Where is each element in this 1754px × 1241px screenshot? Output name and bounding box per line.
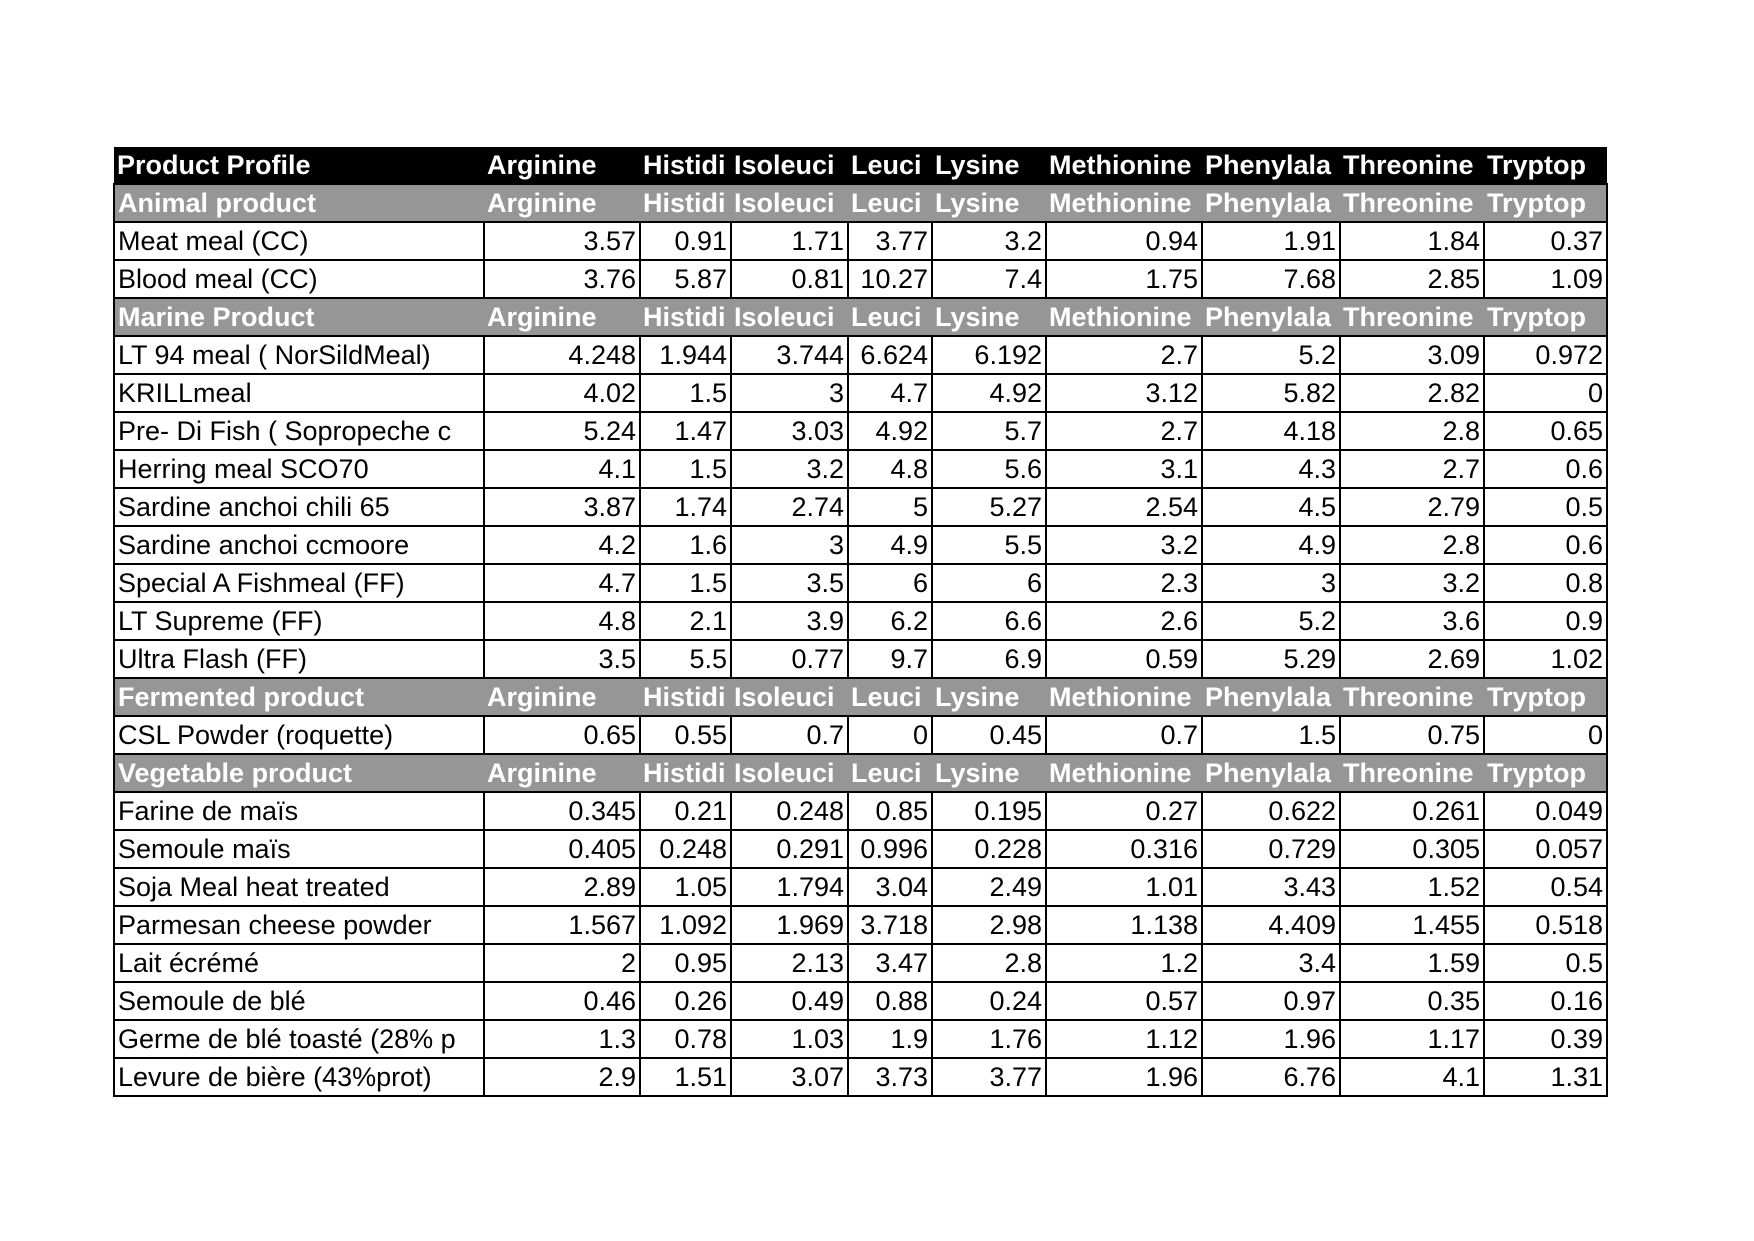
product-name-cell: KRILLmeal xyxy=(114,374,484,412)
value-cell: 3.04 xyxy=(848,868,932,906)
value-cell: 0.55 xyxy=(640,716,731,754)
section-title: Fermented product xyxy=(114,678,484,716)
section-column-label: Phenylala xyxy=(1202,184,1340,222)
value-cell: 0.65 xyxy=(484,716,640,754)
section-column-label: Histidi xyxy=(640,754,731,792)
value-cell: 2.7 xyxy=(1046,412,1202,450)
value-cell: 0 xyxy=(1484,716,1607,754)
value-cell: 0.59 xyxy=(1046,640,1202,678)
value-cell: 3.1 xyxy=(1046,450,1202,488)
value-cell: 2.69 xyxy=(1340,640,1484,678)
value-cell: 1.09 xyxy=(1484,260,1607,298)
value-cell: 0.57 xyxy=(1046,982,1202,1020)
value-cell: 1.5 xyxy=(640,450,731,488)
value-cell: 0.248 xyxy=(731,792,848,830)
section-column-label: Histidi xyxy=(640,298,731,336)
table-row xyxy=(114,564,1607,602)
value-cell: 0.21 xyxy=(640,792,731,830)
product-name-cell: Semoule maïs xyxy=(114,830,484,868)
value-cell: 1.05 xyxy=(640,868,731,906)
section-column-label: Methionine xyxy=(1046,298,1202,336)
column-header: Isoleuci xyxy=(731,147,848,184)
value-cell: 2.13 xyxy=(731,944,848,982)
value-cell: 0.88 xyxy=(848,982,932,1020)
value-cell: 0.77 xyxy=(731,640,848,678)
value-cell: 1.47 xyxy=(640,412,731,450)
section-column-label: Arginine xyxy=(484,184,640,222)
product-name-cell: Parmesan cheese powder xyxy=(114,906,484,944)
value-cell: 1.5 xyxy=(640,564,731,602)
value-cell: 2.89 xyxy=(484,868,640,906)
value-cell: 5.5 xyxy=(640,640,731,678)
column-header: Lysine xyxy=(932,147,1046,184)
product-name-cell: Ultra Flash (FF) xyxy=(114,640,484,678)
value-cell: 0.75 xyxy=(1340,716,1484,754)
value-cell: 0.5 xyxy=(1484,944,1607,982)
table-row xyxy=(114,336,1607,374)
section-column-label: Tryptop xyxy=(1484,184,1607,222)
value-cell: 0.057 xyxy=(1484,830,1607,868)
value-cell: 0.97 xyxy=(1202,982,1340,1020)
value-cell: 4.02 xyxy=(484,374,640,412)
product-name-cell: Sardine anchoi chili 65 xyxy=(114,488,484,526)
value-cell: 1.567 xyxy=(484,906,640,944)
value-cell: 1.03 xyxy=(731,1020,848,1058)
product-name-cell: Meat meal (CC) xyxy=(114,222,484,260)
value-cell: 5.87 xyxy=(640,260,731,298)
value-cell: 0.45 xyxy=(932,716,1046,754)
section-title: Animal product xyxy=(114,184,484,222)
value-cell: 0.972 xyxy=(1484,336,1607,374)
section-column-label: Lysine xyxy=(932,678,1046,716)
value-cell: 2.82 xyxy=(1340,374,1484,412)
value-cell: 6.6 xyxy=(932,602,1046,640)
section-column-label: Leuci xyxy=(848,298,932,336)
value-cell: 1.74 xyxy=(640,488,731,526)
section-column-label: Threonine xyxy=(1340,298,1484,336)
value-cell: 1.51 xyxy=(640,1058,731,1096)
value-cell: 1.5 xyxy=(1202,716,1340,754)
product-name-cell: LT Supreme (FF) xyxy=(114,602,484,640)
value-cell: 2.6 xyxy=(1046,602,1202,640)
value-cell: 0.291 xyxy=(731,830,848,868)
value-cell: 1.092 xyxy=(640,906,731,944)
section-column-label: Leuci xyxy=(848,754,932,792)
value-cell: 4.7 xyxy=(484,564,640,602)
value-cell: 1.12 xyxy=(1046,1020,1202,1058)
value-cell: 0.27 xyxy=(1046,792,1202,830)
value-cell: 3.47 xyxy=(848,944,932,982)
product-name-cell: Blood meal (CC) xyxy=(114,260,484,298)
section-column-label: Methionine xyxy=(1046,754,1202,792)
section-column-label: Lysine xyxy=(932,298,1046,336)
value-cell: 3.12 xyxy=(1046,374,1202,412)
section-column-label: Phenylala xyxy=(1202,754,1340,792)
value-cell: 4.8 xyxy=(484,602,640,640)
value-cell: 1.6 xyxy=(640,526,731,564)
value-cell: 0.37 xyxy=(1484,222,1607,260)
value-cell: 0.049 xyxy=(1484,792,1607,830)
table-row xyxy=(114,450,1607,488)
table-row xyxy=(114,640,1607,678)
value-cell: 4.7 xyxy=(848,374,932,412)
value-cell: 1.01 xyxy=(1046,868,1202,906)
value-cell: 3.5 xyxy=(731,564,848,602)
value-cell: 0.405 xyxy=(484,830,640,868)
value-cell: 2.74 xyxy=(731,488,848,526)
product-name-cell: Soja Meal heat treated xyxy=(114,868,484,906)
value-cell: 1.969 xyxy=(731,906,848,944)
value-cell: 2.54 xyxy=(1046,488,1202,526)
value-cell: 1.96 xyxy=(1046,1058,1202,1096)
value-cell: 3.2 xyxy=(932,222,1046,260)
value-cell: 9.7 xyxy=(848,640,932,678)
value-cell: 2.7 xyxy=(1046,336,1202,374)
value-cell: 0.518 xyxy=(1484,906,1607,944)
value-cell: 3.76 xyxy=(484,260,640,298)
value-cell: 3.03 xyxy=(731,412,848,450)
value-cell: 0.46 xyxy=(484,982,640,1020)
value-cell: 5.7 xyxy=(932,412,1046,450)
section-column-label: Tryptop xyxy=(1484,298,1607,336)
value-cell: 0.95 xyxy=(640,944,731,982)
table-row xyxy=(114,716,1607,754)
product-name-cell: Lait écrémé xyxy=(114,944,484,982)
value-cell: 4.18 xyxy=(1202,412,1340,450)
section-column-label: Phenylala xyxy=(1202,678,1340,716)
product-name-cell: Pre- Di Fish ( Sopropeche c xyxy=(114,412,484,450)
table-row xyxy=(114,412,1607,450)
value-cell: 3.2 xyxy=(1340,564,1484,602)
table-row xyxy=(114,868,1607,906)
value-cell: 4.9 xyxy=(848,526,932,564)
section-header-row xyxy=(114,754,1607,792)
section-column-label: Leuci xyxy=(848,184,932,222)
value-cell: 0 xyxy=(1484,374,1607,412)
value-cell: 4.409 xyxy=(1202,906,1340,944)
value-cell: 0.94 xyxy=(1046,222,1202,260)
value-cell: 5.5 xyxy=(932,526,1046,564)
value-cell: 0 xyxy=(848,716,932,754)
column-header: Phenylala xyxy=(1202,147,1340,184)
value-cell: 1.5 xyxy=(640,374,731,412)
table-row xyxy=(114,260,1607,298)
value-cell: 2.49 xyxy=(932,868,1046,906)
table-row xyxy=(114,526,1607,564)
value-cell: 0.24 xyxy=(932,982,1046,1020)
value-cell: 2.8 xyxy=(1340,412,1484,450)
value-cell: 10.27 xyxy=(848,260,932,298)
section-column-label: Tryptop xyxy=(1484,678,1607,716)
value-cell: 1.31 xyxy=(1484,1058,1607,1096)
value-cell: 0.9 xyxy=(1484,602,1607,640)
table-row xyxy=(114,602,1607,640)
value-cell: 0.996 xyxy=(848,830,932,868)
amino-acid-table xyxy=(113,147,1608,1097)
section-header-row xyxy=(114,298,1607,336)
value-cell: 0.261 xyxy=(1340,792,1484,830)
product-name-cell: Semoule de blé xyxy=(114,982,484,1020)
product-name-cell: Germe de blé toasté (28% p xyxy=(114,1020,484,1058)
value-cell: 7.68 xyxy=(1202,260,1340,298)
column-header: Threonine xyxy=(1340,147,1484,184)
value-cell: 2.1 xyxy=(640,602,731,640)
value-cell: 3.09 xyxy=(1340,336,1484,374)
value-cell: 2.8 xyxy=(1340,526,1484,564)
product-name-cell: LT 94 meal ( NorSildMeal) xyxy=(114,336,484,374)
table-row xyxy=(114,792,1607,830)
value-cell: 0.39 xyxy=(1484,1020,1607,1058)
value-cell: 6.624 xyxy=(848,336,932,374)
value-cell: 3.2 xyxy=(731,450,848,488)
section-column-label: Threonine xyxy=(1340,678,1484,716)
value-cell: 6.9 xyxy=(932,640,1046,678)
table-row xyxy=(114,1020,1607,1058)
value-cell: 7.4 xyxy=(932,260,1046,298)
value-cell: 3.718 xyxy=(848,906,932,944)
section-column-label: Threonine xyxy=(1340,184,1484,222)
value-cell: 2.8 xyxy=(932,944,1046,982)
section-column-label: Arginine xyxy=(484,298,640,336)
value-cell: 0.622 xyxy=(1202,792,1340,830)
section-title: Marine Product xyxy=(114,298,484,336)
value-cell: 0.35 xyxy=(1340,982,1484,1020)
value-cell: 0.195 xyxy=(932,792,1046,830)
section-column-label: Tryptop xyxy=(1484,754,1607,792)
value-cell: 1.944 xyxy=(640,336,731,374)
value-cell: 6.192 xyxy=(932,336,1046,374)
value-cell: 0.16 xyxy=(1484,982,1607,1020)
value-cell: 2.85 xyxy=(1340,260,1484,298)
section-column-label: Isoleuci xyxy=(731,298,848,336)
value-cell: 3.744 xyxy=(731,336,848,374)
value-cell: 0.91 xyxy=(640,222,731,260)
value-cell: 0.305 xyxy=(1340,830,1484,868)
value-cell: 1.455 xyxy=(1340,906,1484,944)
column-header: Histidi xyxy=(640,147,731,184)
product-name-cell: Farine de maïs xyxy=(114,792,484,830)
value-cell: 0.6 xyxy=(1484,526,1607,564)
section-header-row xyxy=(114,184,1607,222)
value-cell: 0.7 xyxy=(731,716,848,754)
value-cell: 0.6 xyxy=(1484,450,1607,488)
value-cell: 2.79 xyxy=(1340,488,1484,526)
value-cell: 1.3 xyxy=(484,1020,640,1058)
value-cell: 2.98 xyxy=(932,906,1046,944)
column-header: Tryptop xyxy=(1484,147,1607,184)
value-cell: 3.73 xyxy=(848,1058,932,1096)
section-column-label: Histidi xyxy=(640,678,731,716)
value-cell: 5.2 xyxy=(1202,602,1340,640)
value-cell: 0.49 xyxy=(731,982,848,1020)
value-cell: 0.26 xyxy=(640,982,731,1020)
table-row xyxy=(114,374,1607,412)
value-cell: 3.77 xyxy=(848,222,932,260)
value-cell: 6.76 xyxy=(1202,1058,1340,1096)
value-cell: 0.8 xyxy=(1484,564,1607,602)
table-row xyxy=(114,982,1607,1020)
value-cell: 4.1 xyxy=(1340,1058,1484,1096)
value-cell: 1.59 xyxy=(1340,944,1484,982)
value-cell: 1.2 xyxy=(1046,944,1202,982)
value-cell: 0.81 xyxy=(731,260,848,298)
value-cell: 0.248 xyxy=(640,830,731,868)
value-cell: 5.2 xyxy=(1202,336,1340,374)
product-name-cell: Herring meal SCO70 xyxy=(114,450,484,488)
column-header: Arginine xyxy=(484,147,640,184)
value-cell: 0.228 xyxy=(932,830,1046,868)
value-cell: 3 xyxy=(1202,564,1340,602)
table-row xyxy=(114,906,1607,944)
table-row xyxy=(114,944,1607,982)
value-cell: 0.85 xyxy=(848,792,932,830)
value-cell: 1.84 xyxy=(1340,222,1484,260)
value-cell: 5.6 xyxy=(932,450,1046,488)
value-cell: 4.92 xyxy=(932,374,1046,412)
value-cell: 4.1 xyxy=(484,450,640,488)
value-cell: 2 xyxy=(484,944,640,982)
value-cell: 4.248 xyxy=(484,336,640,374)
value-cell: 6.2 xyxy=(848,602,932,640)
value-cell: 0.345 xyxy=(484,792,640,830)
section-column-label: Lysine xyxy=(932,184,1046,222)
value-cell: 1.75 xyxy=(1046,260,1202,298)
value-cell: 1.9 xyxy=(848,1020,932,1058)
table-row xyxy=(114,830,1607,868)
section-column-label: Arginine xyxy=(484,754,640,792)
header-row xyxy=(114,147,1607,184)
value-cell: 1.91 xyxy=(1202,222,1340,260)
value-cell: 1.76 xyxy=(932,1020,1046,1058)
value-cell: 4.9 xyxy=(1202,526,1340,564)
section-column-label: Isoleuci xyxy=(731,678,848,716)
table-row xyxy=(114,1058,1607,1096)
value-cell: 5.82 xyxy=(1202,374,1340,412)
section-column-label: Leuci xyxy=(848,678,932,716)
value-cell: 4.2 xyxy=(484,526,640,564)
column-header: Methionine xyxy=(1046,147,1202,184)
value-cell: 4.5 xyxy=(1202,488,1340,526)
value-cell: 3 xyxy=(731,526,848,564)
value-cell: 3.07 xyxy=(731,1058,848,1096)
value-cell: 2.7 xyxy=(1340,450,1484,488)
section-column-label: Threonine xyxy=(1340,754,1484,792)
table-row xyxy=(114,222,1607,260)
value-cell: 1.17 xyxy=(1340,1020,1484,1058)
value-cell: 0.5 xyxy=(1484,488,1607,526)
value-cell: 3 xyxy=(731,374,848,412)
value-cell: 5.27 xyxy=(932,488,1046,526)
value-cell: 3.57 xyxy=(484,222,640,260)
value-cell: 4.92 xyxy=(848,412,932,450)
section-header-row xyxy=(114,678,1607,716)
section-column-label: Phenylala xyxy=(1202,298,1340,336)
value-cell: 3.6 xyxy=(1340,602,1484,640)
section-column-label: Isoleuci xyxy=(731,184,848,222)
value-cell: 3.5 xyxy=(484,640,640,678)
product-name-cell: CSL Powder (roquette) xyxy=(114,716,484,754)
value-cell: 6 xyxy=(848,564,932,602)
section-column-label: Arginine xyxy=(484,678,640,716)
value-cell: 1.02 xyxy=(1484,640,1607,678)
section-title: Vegetable product xyxy=(114,754,484,792)
column-header: Leuci xyxy=(848,147,932,184)
value-cell: 3.2 xyxy=(1046,526,1202,564)
value-cell: 3.4 xyxy=(1202,944,1340,982)
value-cell: 2.9 xyxy=(484,1058,640,1096)
column-header: Product Profile xyxy=(114,147,484,184)
value-cell: 4.8 xyxy=(848,450,932,488)
value-cell: 0.54 xyxy=(1484,868,1607,906)
value-cell: 3.87 xyxy=(484,488,640,526)
value-cell: 3.77 xyxy=(932,1058,1046,1096)
value-cell: 5.24 xyxy=(484,412,640,450)
product-name-cell: Levure de bière (43%prot) xyxy=(114,1058,484,1096)
value-cell: 5 xyxy=(848,488,932,526)
table-row xyxy=(114,488,1607,526)
value-cell: 0.729 xyxy=(1202,830,1340,868)
section-column-label: Lysine xyxy=(932,754,1046,792)
value-cell: 5.29 xyxy=(1202,640,1340,678)
value-cell: 0.316 xyxy=(1046,830,1202,868)
value-cell: 1.794 xyxy=(731,868,848,906)
value-cell: 0.78 xyxy=(640,1020,731,1058)
section-column-label: Isoleuci xyxy=(731,754,848,792)
value-cell: 1.96 xyxy=(1202,1020,1340,1058)
value-cell: 4.3 xyxy=(1202,450,1340,488)
value-cell: 3.9 xyxy=(731,602,848,640)
section-column-label: Histidi xyxy=(640,184,731,222)
product-name-cell: Special A Fishmeal (FF) xyxy=(114,564,484,602)
value-cell: 1.52 xyxy=(1340,868,1484,906)
value-cell: 1.138 xyxy=(1046,906,1202,944)
value-cell: 3.43 xyxy=(1202,868,1340,906)
value-cell: 2.3 xyxy=(1046,564,1202,602)
product-name-cell: Sardine anchoi ccmoore xyxy=(114,526,484,564)
value-cell: 0.65 xyxy=(1484,412,1607,450)
value-cell: 1.71 xyxy=(731,222,848,260)
section-column-label: Methionine xyxy=(1046,678,1202,716)
value-cell: 6 xyxy=(932,564,1046,602)
section-column-label: Methionine xyxy=(1046,184,1202,222)
value-cell: 0.7 xyxy=(1046,716,1202,754)
